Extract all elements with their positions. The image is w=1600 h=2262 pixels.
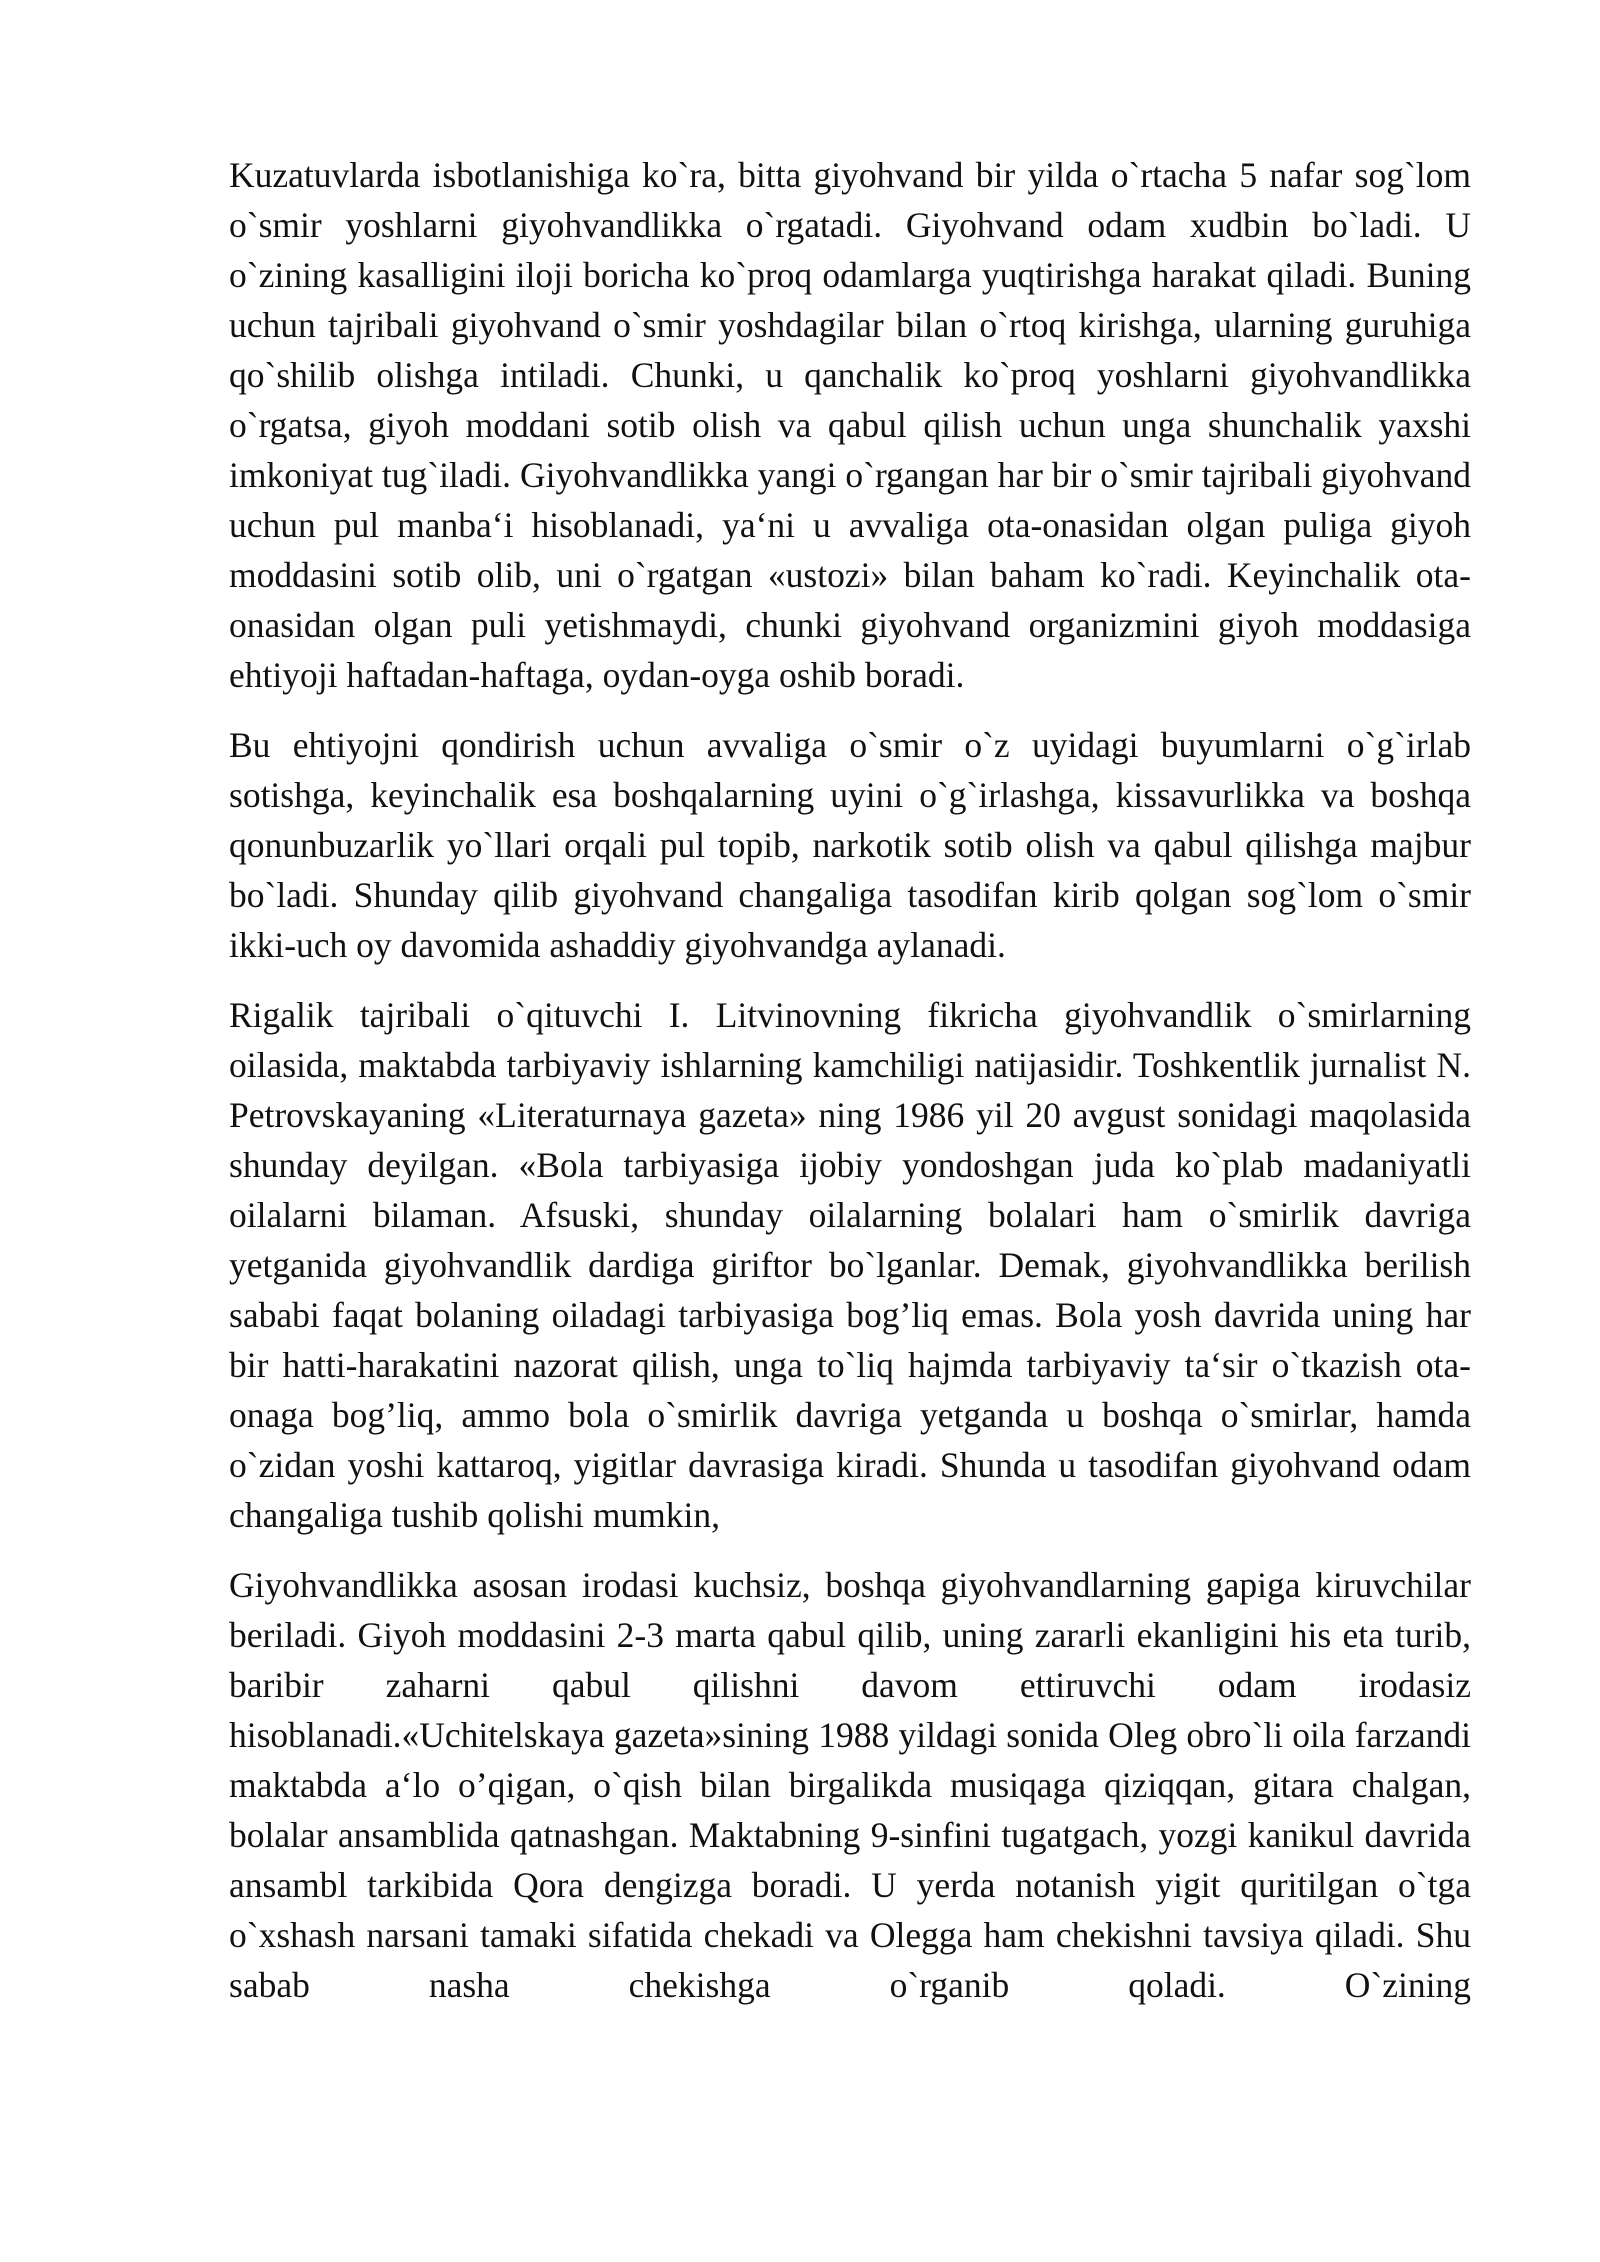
paragraph-2: Bu ehtiyojni qondirish uchun avvaliga o`smir o`z uyidagi buyumlarni o`g`irlab sotishga, keyinchalik esa boshqalarning uyini o`g`irlashga, kissavurlikka va boshqa qonunbuzarlik yo`llari orqali pul topib, narkotik sotib olish va qabul qilishga majbur bo`ladi. Shunday qilib giyohvand changaliga tasodifan kirib qolgan sog`lom o`smir ikki-uch oy davomida ashaddiy giyohvandga aylanadi. bbox=[229, 725, 1471, 965]
paragraph-1: Kuzatuvlarda isbotlanishiga ko`ra, bitta giyohvand bir yilda o`rtacha 5 nafar sog`lom o`smir yoshlarni giyohvandlikka o`rgatadi. Giyohvand odam xudbin bo`ladi. U o`zining kasalligini iloji boricha ko`proq odamlarga yuqtirishga harakat qiladi. Buning uchun tajribali giyohvand o`smir yoshdagilar bilan o`rtoq kirishga, ularning guruhiga qo`shilib olishga intiladi. Chunki, u qanchalik ko`proq yoshlarni giyohvandlikka o`rgatsa, giyoh moddani sotib olish va qabul qilish uchun unga shunchalik yaxshi imkoniyat tug`iladi. Giyohvandlikka yangi o`rgangan har bir o`smir tajribali giyohvand uchun pul manba‘i hisoblanadi, ya‘ni u avvaliga ota-onasidan olgan puliga giyoh moddasini sotib olib, uni o`rgatgan «ustozi» bilan baham ko`radi. Keyinchalik ota-onasidan olgan puli yetishmaydi, chunki giyohvand organizmini giyoh moddasiga ehtiyoji haftadan-haftaga, oydan-oyga oshib boradi. bbox=[229, 155, 1471, 695]
paragraph-3: Rigalik tajribali o`qituvchi I. Litvinovning fikricha giyohvandlik o`smirlarning oilasida, maktabda tarbiyaviy ishlarning kamchiligi natijasidir. Toshkentlik jurnalist N. Petrovskayaning «Literaturnaya gazeta» ning 1986 yil 20 avgust sonidagi maqolasida shunday deyilgan. «Bola tarbiyasiga ijobiy yondoshgan juda ko`plab madaniyatli oilalarni bilaman. Afsuski, shunday oilalarning bolalari ham o`smirlik davriga yetganida giyohvandlik dardiga giriftor bo`lganlar. Demak, giyohvandlikka berilish sababi faqat bolaning oiladagi tarbiyasiga bog’liq emas. Bola yosh davrida uning har bir hatti-harakatini nazorat qilish, unga to`liq hajmda tarbiyaviy ta‘sir o`tkazish ota-onaga bog’liq, ammo bola o`smirlik davriga yetganda u boshqa o`smirlar, hamda o`zidan yoshi kattaroq, yigitlar davrasiga kiradi. Shunda u tasodifan giyohvand odam changaliga tushib qolishi mumkin, bbox=[229, 995, 1471, 1535]
paragraph-4: Giyohvandlikka asosan irodasi kuchsiz, boshqa giyohvandlarning gapiga kiruvchilar beriladi. Giyoh moddasini 2-3 marta qabul qilib, uning zararli ekanligini his eta turib, baribir zaharni qabul qilishni davom ettiruvchi odam irodasiz hisoblanadi.«Uchitelskaya gazeta»sining 1988 yildagi sonida Oleg obro`li oila farzandi maktabda a‘lo o’qigan, o`qish bilan birgalikda musiqaga qiziqqan, gitara chalgan, bolalar ansamblida qatnashgan. Maktabning 9-sinfini tugatgach, yozgi kanikul davrida ansambl tarkibida Qora dengizga boradi. U yerda notanish yigit quritilgan o`tga o`xshash narsani tamaki sifatida chekadi va Olegga ham chekishni tavsiya qiladi. Shu sabab nasha chekishga o`rganib qoladi. O`zining bbox=[229, 1565, 1471, 2005]
document-body bbox=[229, 150, 1471, 2010]
